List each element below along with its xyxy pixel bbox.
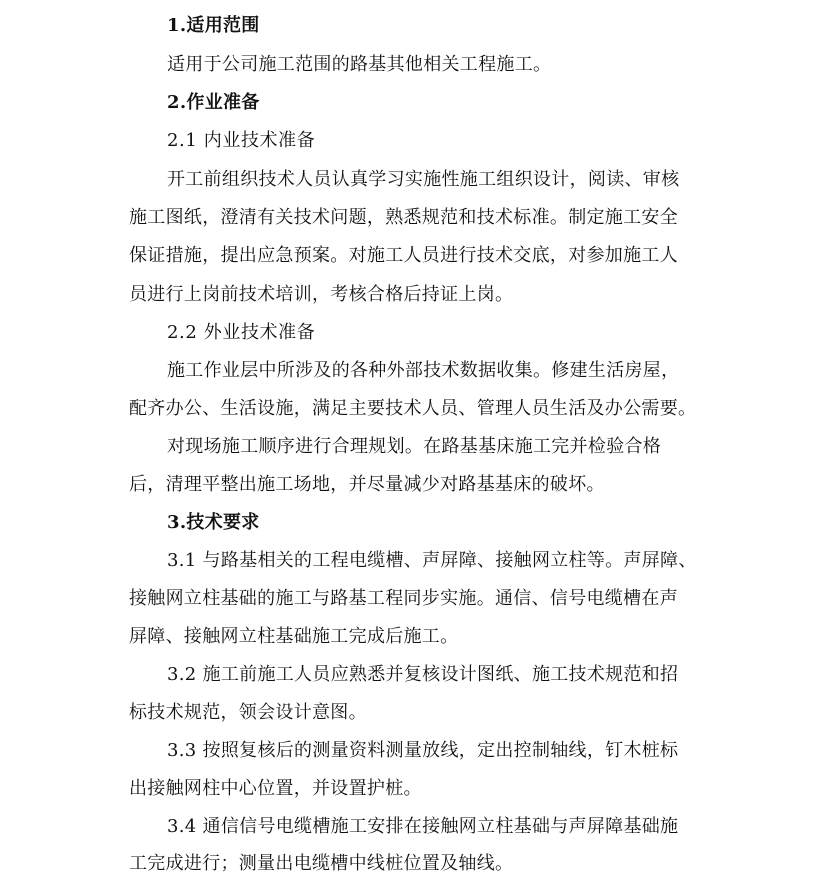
paragraph-line: 开工前组织技术人员认真学习实施性施工组织设计，阅读、审核 [167,169,680,190]
section-heading-preparation: 2.作业准备 [167,92,260,113]
paragraph-line: 员进行上岗前技术培训，考核合格后持证上岗。 [129,284,514,305]
paragraph-line: 适用于公司施工范围的路基其他相关工程施工。 [167,54,552,75]
paragraph-line: 对现场施工顺序进行合理规划。在路基基床施工完并检验合格 [167,436,662,457]
paragraph-line: 施工图纸，澄清有关技术问题，熟悉规范和技术标准。制定施工安全 [129,207,678,228]
paragraph-line: 接触网立柱基础的施工与路基工程同步实施。通信、信号电缆槽在声 [129,588,678,609]
subsection-title-internal: 2.1 内业技术准备 [167,130,316,151]
paragraph-line: 工完成进行；测量出电缆槽中线桩位置及轴线。 [129,853,514,874]
paragraph-line: 3.1 与路基相关的工程电缆槽、声屏障、接触网立柱等。声屏障、 [167,550,697,571]
paragraph-line: 标技术规范，领会设计意图。 [129,702,367,723]
paragraph-line: 3.4 通信信号电缆槽施工安排在接触网立柱基础与声屏障基础施 [167,816,679,837]
paragraph-line: 配齐办公、生活设施，满足主要技术人员、管理人员生活及办公需要。 [129,398,697,419]
paragraph-line: 出接触网柱中心位置，并设置护桩。 [129,778,422,799]
paragraph-line: 后，清理平整出施工场地，并尽量减少对路基基床的破坏。 [129,474,605,495]
paragraph-line: 3.2 施工前施工人员应熟悉并复核设计图纸、施工技术规范和招 [167,664,679,685]
paragraph-line: 屏障、接触网立柱基础施工完成后施工。 [129,626,459,647]
paragraph-line: 施工作业层中所涉及的各种外部技术数据收集。修建生活房屋， [167,360,680,381]
section-heading-scope: 1.适用范围 [167,15,260,36]
paragraph-line: 保证措施，提出应急预案。对施工人员进行技术交底，对参加施工人 [129,245,678,266]
paragraph-line: 3.3 按照复核后的测量资料测量放线，定出控制轴线，钉木桩标 [167,740,679,761]
subsection-title-external: 2.2 外业技术准备 [167,322,316,343]
section-heading-requirements: 3.技术要求 [167,512,260,533]
